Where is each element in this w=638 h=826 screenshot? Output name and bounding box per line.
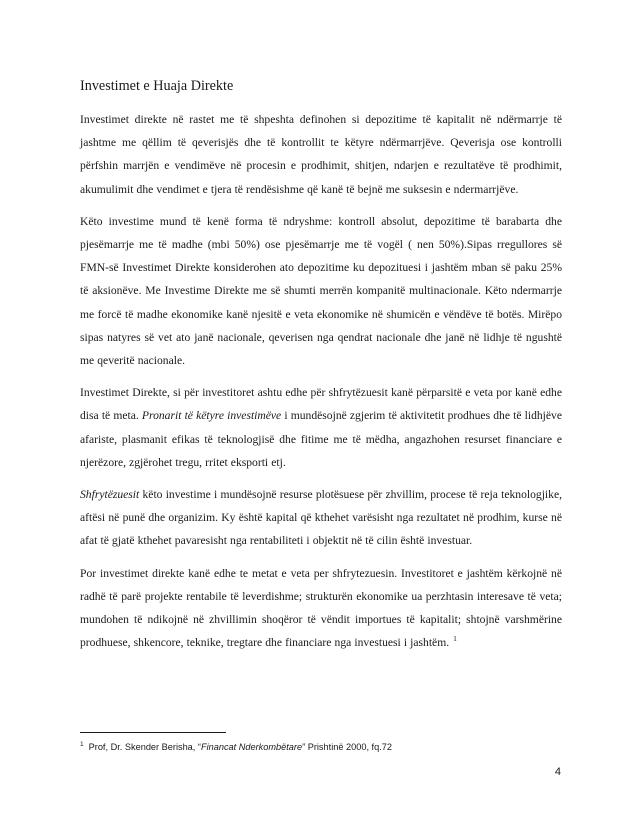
footnote-divider [80,732,226,733]
paragraph-4-text-end: këto investime i mundësojnë resurse plotësuese për zhvillim, procese të reja teknologjike, aftësi në punë dhe organizim. Ky është kapital që kthehet varësisht nga rezultatet në prodhim, kurse në afat të gjatë kthehet pavaresisht nga rentabiliteti i objektit në të cilin është investuar. [80,488,562,548]
footnote-book-title: Financat Nderkombëtare [200,742,303,752]
paragraph-3-text-start: Investimet Direkte, si për investitoret ashtu edhe për shfrytëzuesit kanë përparsitë e veta por kanë edhe disa të meta. [80,386,562,423]
paragraph-3 [80,381,562,474]
paragraph-1: Investimet direkte në rastet me të shpeshta definohen si depozitime të kapitalit në ndërmarrje të jashtme me qëllim të qeverisjës dhe të kontrollit te këtyre ndërmarrjëve. Qeverisja ose kontrolli përfshin marrjën e vendimëve në procesin e prodhimit, shitjen, ndarjen e rezultatëve të prodhimit, akumulimit dhe vendimet e tjera të rendësishme që kanë të bejnë me suksesin e ndermarrjëve. [80,113,562,196]
paragraph-3-text-end: i mundësojnë zgjerim të aktivitetit prodhues dhe të lidhjëve afariste, plasmanit efikas të teknologjisë dhe fitime me të mëdha, angazhohen resurset financiare e njerëzore, zgjërohet tregu, rritet eksporti etj. [80,409,562,469]
page-number: 4 [554,766,561,778]
paragraph-2: Këto investime mund të kenë forma të ndryshme: kontroll absolut, depozitime të barabarta dhe pjesëmarrje me të madhe (mbi 50%) ose pjesëmarrje me të vogël ( nen 50%).Sipas rregullores së FMN-së Investimet Direkte konsiderohen ato depozitime ku depozituesi i jashtëm mban së paku 25% të aksionëve. Me Investime Direkte me së shumti merrën kompanitë multinacionale. Këto ndermarrje me forcë të madhe ekonomike kanë njesitë e veta ekonomike në shumicën e vëndëve të botës. Mirëpo sipas natyres së vet ato janë nacionale, qeverisen nga qendrat nacionale dhe janë në lidhje të ngushtë me qeveritë nacionale. [80,214,562,368]
footnote-text-end: ” Prishtinë 2000, fq.72 [302,742,392,752]
paragraph-5-text: Por investimet direkte kanë edhe te metat e veta per shfrytezuesin. Investitoret e jashtëm kërkojnë në radhë të parë projekte rentabile të leverdishme; strukturën ekonomike ua perzhtasin interesave të veta; mundohen të ndikojnë në zhvillimin shoqëror të vëndit importues të kapitalit; shtojnë varshmërine prodhuese, shkencore, teknike, tregtare dhe financiare nga investuesi i jashtëm. [80,566,562,650]
footnote-number: 1 [80,740,84,748]
footnote-reference[interactable]: 1 [453,634,457,644]
section-title: Investimet e Huaja Direkte [80,78,234,94]
paragraph-4 [80,483,562,553]
document-body [80,76,562,663]
footnote-text-start: Prof, Dr. Skender Berisha, “ [88,742,201,752]
paragraph-4-emphasis: Shfrytëzuesit [80,488,140,502]
footnote [80,740,562,754]
paragraph-3-emphasis: Pronarit të këtyre investimëve [141,409,282,423]
paragraph-5 [80,562,562,655]
